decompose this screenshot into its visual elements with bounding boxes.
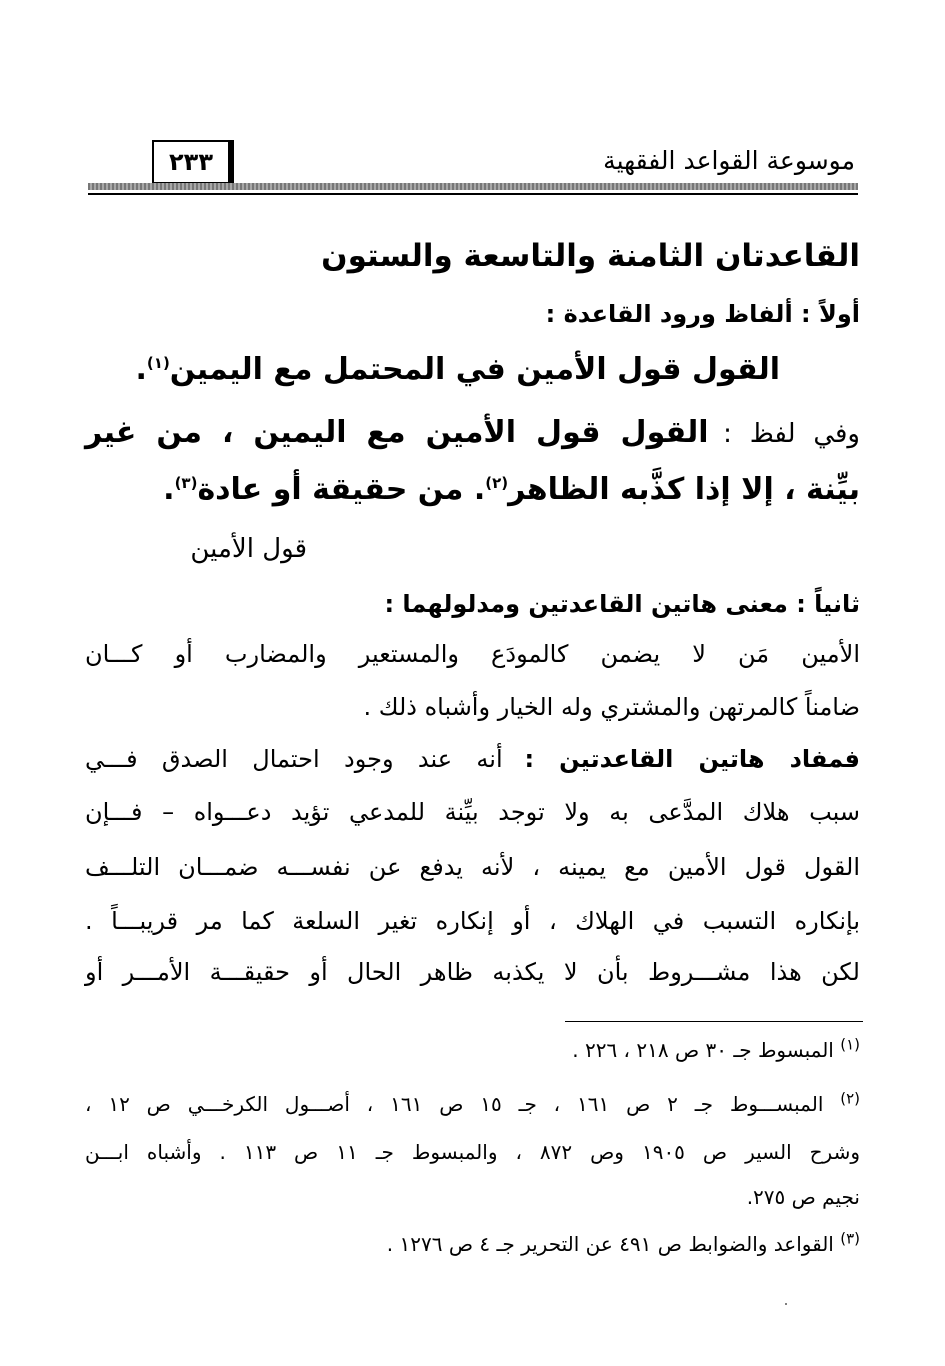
- footnote-2-text-1: المبســـوط جـ ٢ ص ١٦١ ، جـ ١٥ ص ١٦١ ، أصـــول الكرخـــي ص ١٢ ،: [85, 1092, 824, 1116]
- footnote-2-marker: (٢): [840, 1089, 861, 1108]
- meaning-line-7: لكن هذا مشـــروط بأن لا يكذبه ظاهر الحال أو حقيقـــة الأمـــر أو: [85, 958, 860, 986]
- meaning-line-1: الأمين مَن لا يضمن كالمودَع والمستعير والمضارب أو كـــان: [85, 640, 860, 668]
- first-section-label: أولاً : ألفاظ ورود القاعدة :: [545, 300, 860, 328]
- footnote-3-text: القواعد والضوابط ص ٤٩١ عن التحرير جـ ٤ ص ١٢٧٦ .: [386, 1232, 834, 1256]
- section-heading: القاعدتان الثامنة والتاسعة والستون: [321, 238, 860, 274]
- variant-line-1: [85, 415, 860, 450]
- variant-line-2: بيِّنة ، إلا إذا كذَّبه الظاهر$^{(٢)}$. من حقيقة أو عادة$^{(٣)}$.: [163, 472, 860, 507]
- footnote-3: [386, 1229, 860, 1256]
- variant-text-2b: . من حقيقة أو عادة: [197, 472, 486, 507]
- meaning-line-3: [85, 745, 860, 773]
- footnote-ref-1: (١): [146, 354, 170, 372]
- footnote-ref-3: (٣): [174, 474, 198, 492]
- meaning-line-4: سبب هلاك المدَّعى به ولا توجد بيِّنة للمدعي تؤيد دعـــواه – فـــإن: [85, 798, 860, 826]
- footnote-1: [572, 1035, 860, 1062]
- book-title: موسوعة القواعد الفقهية: [603, 146, 855, 175]
- page-number-box: [152, 140, 234, 184]
- footnote-2-line-2: وشرح السير ص ١٩٠٥ وص ٨٧٢ ، والمبسوط جـ ١١ ص ١١٣ . وأشباه ابـــن: [85, 1140, 860, 1164]
- rule-statement-1: القول قول الأمين في المحتمل مع اليمين$^{(١)}$.: [135, 352, 780, 387]
- footnote-separator: [565, 1021, 863, 1022]
- header-band: [88, 183, 858, 190]
- meaning-line-5: القول قول الأمين مع يمينه ، لأنه يدفع عن نفســـه ضمـــان التلـــف: [85, 853, 860, 881]
- meaning-text-3: أنه عند وجود احتمال الصدق فـــي: [85, 745, 503, 773]
- footnote-2-line-1: [85, 1089, 861, 1116]
- page-number: ٢٣٣: [169, 148, 213, 176]
- margin-note: قول الأمين: [190, 534, 307, 564]
- footnote-1-marker: (١): [840, 1035, 860, 1054]
- meaning-line-2: ضامناً كالمرتهن والمشتري وله الخيار وأشباه ذلك .: [363, 693, 860, 721]
- footnote-3-marker: (٣): [840, 1229, 860, 1248]
- second-section-label: ثانياً : معنى هاتين القاعدتين ومدلولهما :: [384, 590, 860, 618]
- variant-prefix: وفي لفظ :: [723, 419, 860, 449]
- footnote-ref-2: (٢): [485, 474, 509, 492]
- rule-1-text: القول قول الأمين في المحتمل مع اليمين: [169, 352, 780, 387]
- variant-text-1: القول قول الأمين مع اليمين ، من غير: [85, 415, 709, 450]
- header-rule: [88, 193, 858, 195]
- scan-speck: [785, 1303, 787, 1305]
- meaning-label: فمفاد هاتين القاعدتين :: [524, 745, 860, 773]
- footnote-1-text: المبسوط جـ ٣٠ ص ٢١٨ ، ٢٢٦ .: [572, 1038, 834, 1062]
- variant-text-2a: بيِّنة ، إلا إذا كذَّبه الظاهر: [508, 472, 860, 507]
- footnote-2-line-3: نجيم ص ٢٧٥.: [746, 1185, 860, 1209]
- meaning-line-6: بإنكاره التسبب في الهلاك ، أو إنكاره تغير السلعة كما مر قريبـــاً .: [85, 907, 860, 935]
